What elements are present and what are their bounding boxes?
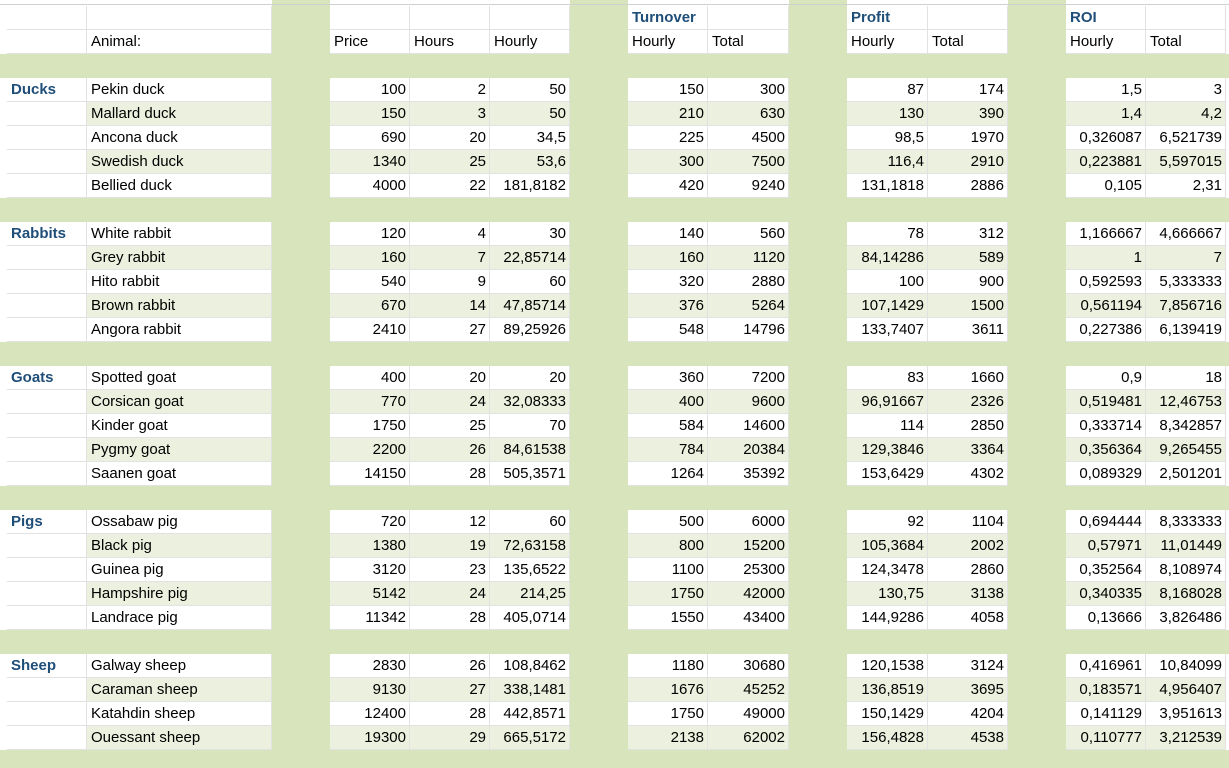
data-cell[interactable]: 2830 <box>330 654 410 678</box>
data-cell[interactable]: 720 <box>330 510 410 534</box>
data-cell[interactable]: 92 <box>847 510 928 534</box>
data-cell[interactable]: 3,212539 <box>1146 726 1226 750</box>
data-cell[interactable]: 2138 <box>628 726 708 750</box>
data-cell[interactable]: 12400 <box>330 702 410 726</box>
data-cell[interactable]: 1104 <box>928 510 1008 534</box>
data-cell[interactable]: 6000 <box>708 510 789 534</box>
data-cell[interactable]: 10,84099 <box>1146 654 1226 678</box>
data-cell[interactable]: 0,183571 <box>1066 678 1146 702</box>
data-cell[interactable]: 120,1538 <box>847 654 928 678</box>
data-cell[interactable]: 11342 <box>330 606 410 630</box>
data-cell[interactable]: 540 <box>330 270 410 294</box>
data-cell[interactable]: 50 <box>490 102 570 126</box>
data-cell[interactable]: 784 <box>628 438 708 462</box>
data-cell[interactable]: 376 <box>628 294 708 318</box>
data-cell[interactable]: 1970 <box>928 126 1008 150</box>
data-cell[interactable]: 2 <box>410 78 490 102</box>
data-cell[interactable]: 160 <box>628 246 708 270</box>
animal-name-cell[interactable]: Grey rabbit <box>87 246 272 270</box>
data-cell[interactable]: 505,3571 <box>490 462 570 486</box>
animal-name-cell[interactable]: Hito rabbit <box>87 270 272 294</box>
data-cell[interactable]: 1380 <box>330 534 410 558</box>
data-cell[interactable]: 15200 <box>708 534 789 558</box>
data-cell[interactable]: 1180 <box>628 654 708 678</box>
data-cell[interactable]: 0,333714 <box>1066 414 1146 438</box>
data-cell[interactable]: 0,141129 <box>1066 702 1146 726</box>
animal-name-cell[interactable]: Kinder goat <box>87 414 272 438</box>
data-cell[interactable]: 7,856716 <box>1146 294 1226 318</box>
data-cell[interactable]: 14 <box>410 294 490 318</box>
cell[interactable] <box>7 534 87 558</box>
data-cell[interactable]: 2200 <box>330 438 410 462</box>
data-cell[interactable]: 589 <box>928 246 1008 270</box>
data-cell[interactable]: 442,8571 <box>490 702 570 726</box>
data-cell[interactable]: 20 <box>410 126 490 150</box>
animal-name-cell[interactable]: Black pig <box>87 534 272 558</box>
data-cell[interactable]: 1 <box>1066 246 1146 270</box>
data-cell[interactable]: 225 <box>628 126 708 150</box>
cell[interactable] <box>7 270 87 294</box>
data-cell[interactable]: 124,3478 <box>847 558 928 582</box>
data-cell[interactable]: 8,168028 <box>1146 582 1226 606</box>
data-cell[interactable]: 7 <box>1146 246 1226 270</box>
data-cell[interactable]: 20384 <box>708 438 789 462</box>
separator-row <box>0 486 1229 510</box>
data-cell[interactable]: 0,356364 <box>1066 438 1146 462</box>
data-cell[interactable]: 72,63158 <box>490 534 570 558</box>
data-cell[interactable]: 670 <box>330 294 410 318</box>
data-cell[interactable]: 84,14286 <box>847 246 928 270</box>
animal-name-cell[interactable]: Pekin duck <box>87 78 272 102</box>
data-cell[interactable]: 338,1481 <box>490 678 570 702</box>
data-cell[interactable]: 27 <box>410 318 490 342</box>
data-cell[interactable]: 3120 <box>330 558 410 582</box>
data-cell[interactable]: 2,31 <box>1146 174 1226 198</box>
data-cell[interactable]: 9130 <box>330 678 410 702</box>
cell[interactable] <box>7 702 87 726</box>
data-cell[interactable]: 133,7407 <box>847 318 928 342</box>
data-cell[interactable]: 26 <box>410 654 490 678</box>
data-cell[interactable]: 25 <box>410 414 490 438</box>
data-cell[interactable]: 4538 <box>928 726 1008 750</box>
column-header[interactable]: Total <box>1146 30 1226 54</box>
data-cell[interactable]: 1750 <box>628 582 708 606</box>
data-cell[interactable]: 5142 <box>330 582 410 606</box>
data-cell[interactable]: 105,3684 <box>847 534 928 558</box>
data-cell[interactable]: 2910 <box>928 150 1008 174</box>
data-cell[interactable]: 4,956407 <box>1146 678 1226 702</box>
data-cell[interactable]: 9,265455 <box>1146 438 1226 462</box>
animal-name-cell[interactable]: Mallard duck <box>87 102 272 126</box>
data-cell[interactable]: 108,8462 <box>490 654 570 678</box>
data-cell[interactable]: 0,519481 <box>1066 390 1146 414</box>
data-cell[interactable]: 5264 <box>708 294 789 318</box>
data-cell[interactable]: 312 <box>928 222 1008 246</box>
data-cell[interactable]: 2,501201 <box>1146 462 1226 486</box>
data-cell[interactable]: 1750 <box>628 702 708 726</box>
data-cell[interactable]: 300 <box>628 150 708 174</box>
data-cell[interactable]: 120 <box>330 222 410 246</box>
data-cell[interactable]: 30 <box>490 222 570 246</box>
data-cell[interactable]: 3 <box>1146 78 1226 102</box>
data-cell[interactable]: 7 <box>410 246 490 270</box>
cell[interactable] <box>7 678 87 702</box>
cell[interactable] <box>7 462 87 486</box>
data-cell[interactable]: 9 <box>410 270 490 294</box>
cell[interactable] <box>7 126 87 150</box>
data-cell[interactable]: 2002 <box>928 534 1008 558</box>
data-cell[interactable]: 8,342857 <box>1146 414 1226 438</box>
data-cell[interactable]: 400 <box>330 366 410 390</box>
data-cell[interactable]: 6,521739 <box>1146 126 1226 150</box>
data-cell[interactable]: 0,416961 <box>1066 654 1146 678</box>
data-cell[interactable]: 156,4828 <box>847 726 928 750</box>
data-cell[interactable]: 7500 <box>708 150 789 174</box>
column-header[interactable]: Hourly <box>490 30 570 54</box>
data-cell[interactable]: 210 <box>628 102 708 126</box>
data-cell[interactable]: 28 <box>410 606 490 630</box>
data-cell[interactable]: 360 <box>628 366 708 390</box>
separator-row <box>0 342 1229 366</box>
animal-name-cell[interactable]: Hampshire pig <box>87 582 272 606</box>
data-cell[interactable]: 62002 <box>708 726 789 750</box>
data-cell[interactable]: 7200 <box>708 366 789 390</box>
data-cell[interactable]: 0,592593 <box>1066 270 1146 294</box>
data-cell[interactable]: 1,5 <box>1066 78 1146 102</box>
group-label[interactable]: Rabbits <box>7 222 87 246</box>
header-cell[interactable] <box>1146 6 1226 30</box>
column-header[interactable]: Total <box>928 30 1008 54</box>
data-cell[interactable]: 6,139419 <box>1146 318 1226 342</box>
column-header[interactable]: Hourly <box>847 30 928 54</box>
header-cell[interactable] <box>330 6 410 30</box>
data-cell[interactable]: 1750 <box>330 414 410 438</box>
data-cell[interactable]: 4,666667 <box>1146 222 1226 246</box>
data-cell[interactable]: 100 <box>330 78 410 102</box>
data-cell[interactable]: 0,57971 <box>1066 534 1146 558</box>
data-cell[interactable]: 83 <box>847 366 928 390</box>
data-cell[interactable]: 548 <box>628 318 708 342</box>
data-cell[interactable]: 3,826486 <box>1146 606 1226 630</box>
data-cell[interactable]: 129,3846 <box>847 438 928 462</box>
data-cell[interactable]: 0,694444 <box>1066 510 1146 534</box>
separator-row <box>0 198 1229 222</box>
data-cell[interactable]: 3695 <box>928 678 1008 702</box>
data-cell[interactable]: 150 <box>330 102 410 126</box>
data-cell[interactable]: 584 <box>628 414 708 438</box>
animal-name-cell[interactable]: Angora rabbit <box>87 318 272 342</box>
header-title-turnover[interactable]: Turnover <box>628 6 708 30</box>
group-label[interactable]: Pigs <box>7 510 87 534</box>
data-cell[interactable]: 0,110777 <box>1066 726 1146 750</box>
data-cell[interactable]: 4 <box>410 222 490 246</box>
data-cell[interactable]: 174 <box>928 78 1008 102</box>
data-cell[interactable]: 84,61538 <box>490 438 570 462</box>
group-label[interactable]: Goats <box>7 366 87 390</box>
animal-name-cell[interactable]: Ouessant sheep <box>87 726 272 750</box>
data-cell[interactable]: 136,8519 <box>847 678 928 702</box>
cell[interactable] <box>7 246 87 270</box>
data-cell[interactable]: 1,166667 <box>1066 222 1146 246</box>
data-cell[interactable]: 4500 <box>708 126 789 150</box>
data-cell[interactable]: 114 <box>847 414 928 438</box>
data-cell[interactable]: 2850 <box>928 414 1008 438</box>
data-cell[interactable]: 214,25 <box>490 582 570 606</box>
cell[interactable] <box>7 726 87 750</box>
header-cell[interactable] <box>410 6 490 30</box>
data-cell[interactable]: 665,5172 <box>490 726 570 750</box>
data-cell[interactable]: 25 <box>410 150 490 174</box>
data-cell[interactable]: 390 <box>928 102 1008 126</box>
data-cell[interactable]: 22,85714 <box>490 246 570 270</box>
animal-name-cell[interactable]: Brown rabbit <box>87 294 272 318</box>
data-cell[interactable]: 0,223881 <box>1066 150 1146 174</box>
animal-name-cell[interactable]: Ancona duck <box>87 126 272 150</box>
data-cell[interactable]: 47,85714 <box>490 294 570 318</box>
grid-line <box>0 4 1229 5</box>
data-cell[interactable]: 50 <box>490 78 570 102</box>
data-cell[interactable]: 2880 <box>708 270 789 294</box>
data-cell[interactable]: 23 <box>410 558 490 582</box>
data-cell[interactable]: 1,4 <box>1066 102 1146 126</box>
data-cell[interactable]: 0,227386 <box>1066 318 1146 342</box>
data-cell[interactable]: 3124 <box>928 654 1008 678</box>
data-cell[interactable]: 25300 <box>708 558 789 582</box>
separator-row <box>0 54 1229 78</box>
data-cell[interactable]: 9600 <box>708 390 789 414</box>
data-cell[interactable]: 1120 <box>708 246 789 270</box>
data-cell[interactable]: 800 <box>628 534 708 558</box>
data-cell[interactable]: 45252 <box>708 678 789 702</box>
column-header[interactable]: Total <box>708 30 789 54</box>
data-cell[interactable]: 1340 <box>330 150 410 174</box>
data-cell[interactable]: 78 <box>847 222 928 246</box>
data-cell[interactable]: 4000 <box>330 174 410 198</box>
data-cell[interactable]: 181,8182 <box>490 174 570 198</box>
data-cell[interactable]: 29 <box>410 726 490 750</box>
data-cell[interactable]: 22 <box>410 174 490 198</box>
animal-name-cell[interactable]: Swedish duck <box>87 150 272 174</box>
data-cell[interactable]: 1676 <box>628 678 708 702</box>
data-cell[interactable]: 20 <box>410 366 490 390</box>
header-cell[interactable] <box>928 6 1008 30</box>
header-cell[interactable] <box>7 30 87 54</box>
data-cell[interactable]: 87 <box>847 78 928 102</box>
animal-name-cell[interactable]: Ossabaw pig <box>87 510 272 534</box>
animal-name-cell[interactable]: Landrace pig <box>87 606 272 630</box>
column-header[interactable]: Hours <box>410 30 490 54</box>
column-header[interactable]: Hourly <box>1066 30 1146 54</box>
data-cell[interactable]: 3364 <box>928 438 1008 462</box>
animal-name-cell[interactable]: Galway sheep <box>87 654 272 678</box>
data-cell[interactable]: 4058 <box>928 606 1008 630</box>
data-cell[interactable]: 500 <box>628 510 708 534</box>
separator-row <box>0 750 1229 768</box>
data-cell[interactable]: 5,597015 <box>1146 150 1226 174</box>
data-cell[interactable]: 1500 <box>928 294 1008 318</box>
data-cell[interactable]: 690 <box>330 126 410 150</box>
data-cell[interactable]: 0,561194 <box>1066 294 1146 318</box>
data-cell[interactable]: 14150 <box>330 462 410 486</box>
data-cell[interactable]: 11,01449 <box>1146 534 1226 558</box>
data-cell[interactable]: 2326 <box>928 390 1008 414</box>
data-cell[interactable]: 420 <box>628 174 708 198</box>
data-cell[interactable]: 3 <box>410 102 490 126</box>
data-cell[interactable]: 89,25926 <box>490 318 570 342</box>
data-cell[interactable]: 53,6 <box>490 150 570 174</box>
data-cell[interactable]: 3138 <box>928 582 1008 606</box>
data-cell[interactable]: 20 <box>490 366 570 390</box>
header-title-roi[interactable]: ROI <box>1066 6 1146 30</box>
cell[interactable] <box>7 102 87 126</box>
data-cell[interactable]: 26 <box>410 438 490 462</box>
cell[interactable] <box>7 294 87 318</box>
data-cell[interactable]: 0,340335 <box>1066 582 1146 606</box>
data-cell[interactable]: 0,105 <box>1066 174 1146 198</box>
data-cell[interactable]: 8,333333 <box>1146 510 1226 534</box>
data-cell[interactable]: 1264 <box>628 462 708 486</box>
group-label[interactable]: Sheep <box>7 654 87 678</box>
cell[interactable] <box>7 438 87 462</box>
data-cell[interactable]: 35392 <box>708 462 789 486</box>
data-cell[interactable]: 60 <box>490 270 570 294</box>
data-cell[interactable]: 144,9286 <box>847 606 928 630</box>
data-cell[interactable]: 4302 <box>928 462 1008 486</box>
data-cell[interactable]: 34,5 <box>490 126 570 150</box>
data-cell[interactable]: 42000 <box>708 582 789 606</box>
animal-name-cell[interactable]: Katahdin sheep <box>87 702 272 726</box>
data-cell[interactable]: 100 <box>847 270 928 294</box>
group-label[interactable]: Ducks <box>7 78 87 102</box>
data-cell[interactable]: 30680 <box>708 654 789 678</box>
data-cell[interactable]: 160 <box>330 246 410 270</box>
data-cell[interactable]: 630 <box>708 102 789 126</box>
data-cell[interactable]: 140 <box>628 222 708 246</box>
data-cell[interactable]: 4,2 <box>1146 102 1226 126</box>
data-cell[interactable]: 116,4 <box>847 150 928 174</box>
data-cell[interactable]: 405,0714 <box>490 606 570 630</box>
cell[interactable] <box>7 174 87 198</box>
data-cell[interactable]: 24 <box>410 390 490 414</box>
data-cell[interactable]: 28 <box>410 462 490 486</box>
data-cell[interactable]: 49000 <box>708 702 789 726</box>
cell[interactable] <box>7 318 87 342</box>
data-cell[interactable]: 12 <box>410 510 490 534</box>
column-header[interactable]: Price <box>330 30 410 54</box>
data-cell[interactable]: 400 <box>628 390 708 414</box>
column-header[interactable]: Animal: <box>87 30 272 54</box>
data-cell[interactable]: 98,5 <box>847 126 928 150</box>
animal-name-cell[interactable]: Saanen goat <box>87 462 272 486</box>
data-cell[interactable]: 24 <box>410 582 490 606</box>
data-cell[interactable]: 70 <box>490 414 570 438</box>
data-cell[interactable]: 135,6522 <box>490 558 570 582</box>
data-cell[interactable]: 19300 <box>330 726 410 750</box>
header-cell[interactable] <box>87 6 272 30</box>
header-cell[interactable] <box>7 6 87 30</box>
data-cell[interactable]: 2860 <box>928 558 1008 582</box>
cell[interactable] <box>7 582 87 606</box>
data-cell[interactable]: 107,1429 <box>847 294 928 318</box>
header-cell[interactable] <box>708 6 789 30</box>
data-cell[interactable]: 0,9 <box>1066 366 1146 390</box>
separator-row <box>0 630 1229 654</box>
cell[interactable] <box>7 150 87 174</box>
animal-name-cell[interactable]: White rabbit <box>87 222 272 246</box>
cell[interactable] <box>7 558 87 582</box>
data-cell[interactable]: 4204 <box>928 702 1008 726</box>
cell[interactable] <box>7 606 87 630</box>
data-cell[interactable]: 0,352564 <box>1066 558 1146 582</box>
data-cell[interactable]: 43400 <box>708 606 789 630</box>
data-cell[interactable]: 0,089329 <box>1066 462 1146 486</box>
data-cell[interactable]: 96,91667 <box>847 390 928 414</box>
data-cell[interactable]: 900 <box>928 270 1008 294</box>
data-cell[interactable]: 3611 <box>928 318 1008 342</box>
data-cell[interactable]: 770 <box>330 390 410 414</box>
data-cell[interactable]: 131,1818 <box>847 174 928 198</box>
animal-name-cell[interactable]: Guinea pig <box>87 558 272 582</box>
animal-name-cell[interactable]: Corsican goat <box>87 390 272 414</box>
data-cell[interactable]: 9240 <box>708 174 789 198</box>
data-cell[interactable]: 0,13666 <box>1066 606 1146 630</box>
data-cell[interactable]: 0,326087 <box>1066 126 1146 150</box>
data-cell[interactable]: 14600 <box>708 414 789 438</box>
animal-name-cell[interactable]: Caraman sheep <box>87 678 272 702</box>
data-cell[interactable]: 130 <box>847 102 928 126</box>
data-cell[interactable]: 150 <box>628 78 708 102</box>
animal-name-cell[interactable]: Spotted goat <box>87 366 272 390</box>
header-title-profit[interactable]: Profit <box>847 6 928 30</box>
cell[interactable] <box>7 390 87 414</box>
data-cell[interactable]: 27 <box>410 678 490 702</box>
data-cell[interactable]: 1660 <box>928 366 1008 390</box>
header-cell[interactable] <box>490 6 570 30</box>
data-cell[interactable]: 2886 <box>928 174 1008 198</box>
data-cell[interactable]: 18 <box>1146 366 1226 390</box>
data-cell[interactable]: 8,108974 <box>1146 558 1226 582</box>
data-cell[interactable]: 60 <box>490 510 570 534</box>
data-cell[interactable]: 5,333333 <box>1146 270 1226 294</box>
data-cell[interactable]: 12,46753 <box>1146 390 1226 414</box>
column-header[interactable]: Hourly <box>628 30 708 54</box>
data-cell[interactable]: 300 <box>708 78 789 102</box>
data-cell[interactable]: 3,951613 <box>1146 702 1226 726</box>
cell[interactable] <box>7 414 87 438</box>
data-cell[interactable]: 150,1429 <box>847 702 928 726</box>
data-cell[interactable]: 1550 <box>628 606 708 630</box>
data-cell[interactable]: 130,75 <box>847 582 928 606</box>
data-cell[interactable]: 560 <box>708 222 789 246</box>
data-cell[interactable]: 32,08333 <box>490 390 570 414</box>
data-cell[interactable]: 19 <box>410 534 490 558</box>
animal-name-cell[interactable]: Bellied duck <box>87 174 272 198</box>
animal-name-cell[interactable]: Pygmy goat <box>87 438 272 462</box>
data-cell[interactable]: 14796 <box>708 318 789 342</box>
data-cell[interactable]: 1100 <box>628 558 708 582</box>
data-cell[interactable]: 2410 <box>330 318 410 342</box>
data-cell[interactable]: 153,6429 <box>847 462 928 486</box>
data-cell[interactable]: 28 <box>410 702 490 726</box>
data-cell[interactable]: 320 <box>628 270 708 294</box>
